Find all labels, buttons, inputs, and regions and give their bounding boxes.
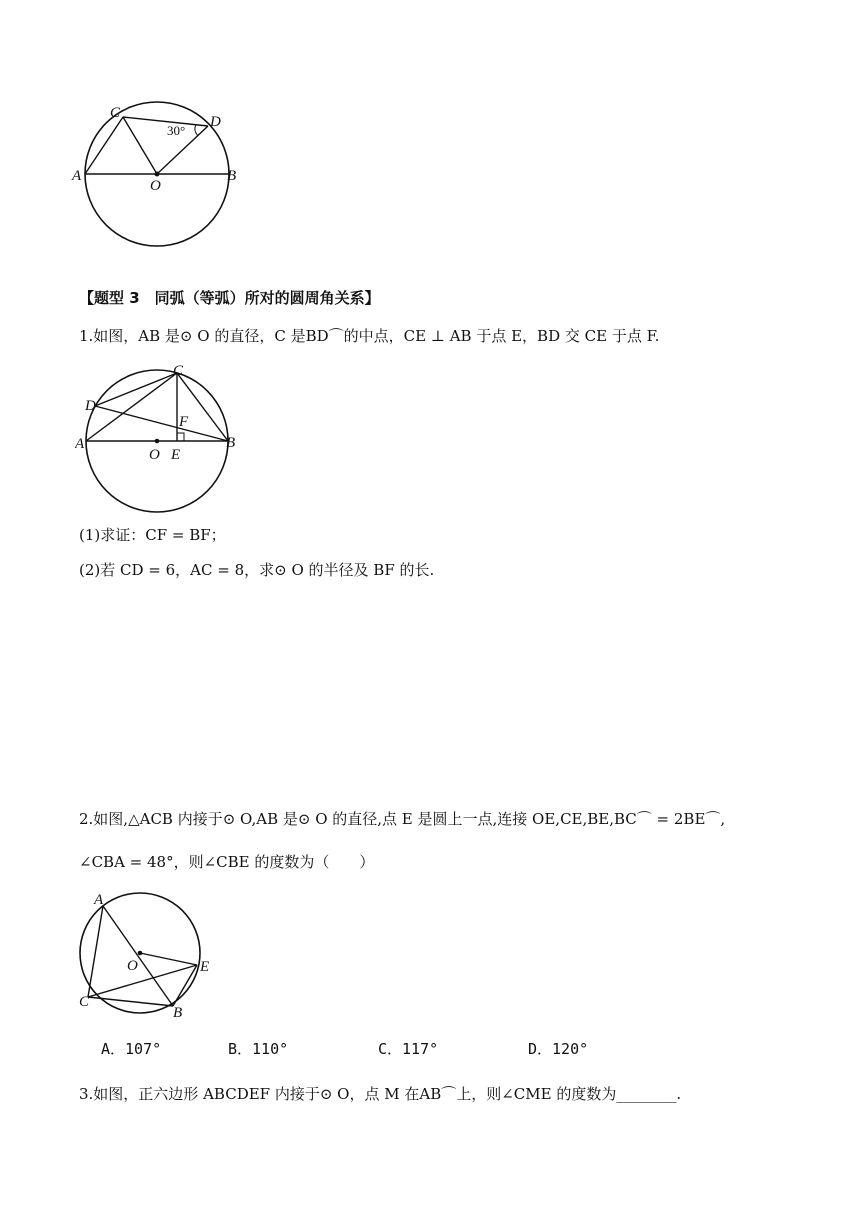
- fig1-label-d: D: [210, 114, 221, 130]
- fig2-label-e: E: [171, 447, 181, 463]
- section-title: 【题型 3 同弧（等弧）所对的圆周角关系】: [79, 289, 380, 307]
- q3-stem: 3.如图，正六边形 ABCDEF 内接于⊙ O，点 M 在AB⌒上，则∠CME 的度数为________.: [79, 1085, 682, 1103]
- fig2-label-a: A: [75, 436, 85, 452]
- fig2-label-c: C: [173, 363, 184, 379]
- fig3-label-a: A: [94, 892, 104, 908]
- fig1-label-a: A: [72, 168, 82, 184]
- fig2-label-d: D: [85, 398, 96, 414]
- figure-2-circle-diagram: [75, 360, 245, 515]
- fig2-label-f: F: [179, 414, 189, 430]
- q2-stem-line1: 2.如图,△ACB 内接于⊙ O,AB 是⊙ O 的直径,点 E 是圆上一点,连接 OE,CE,BE,BC⌒ = 2BE⌒,: [79, 810, 726, 828]
- fig2-label-o: O: [149, 447, 160, 463]
- fig1-label-o: O: [150, 178, 161, 194]
- fig1-label-c: C: [110, 105, 121, 121]
- figure-3-circle-diagram: [70, 888, 230, 1023]
- q2-stem-line2: ∠CBA = 48°，则∠CBE 的度数为（ ）: [79, 853, 375, 871]
- fig3-label-b: B: [173, 1005, 183, 1021]
- fig3-label-c: C: [79, 994, 90, 1010]
- fig1-label-b: B: [227, 168, 237, 184]
- q1-stem: 1.如图，AB 是⊙ O 的直径，C 是BD⌒的中点，CE ⊥ AB 于点 E，BD 交 CE 于点 F.: [79, 327, 660, 345]
- fig3-label-o: O: [127, 958, 138, 974]
- fig3-label-e: E: [200, 959, 210, 975]
- q1-part1: (1)求证：CF = BF；: [79, 526, 226, 544]
- q2-option-d: D．120°: [528, 1040, 589, 1058]
- q1-part2: (2)若 CD = 6，AC = 8，求⊙ O 的半径及 BF 的长.: [79, 561, 435, 579]
- fig1-angle-label: 30°: [167, 123, 186, 138]
- q2-option-a: A．107°: [101, 1040, 162, 1058]
- q2-option-b: B．110°: [228, 1040, 289, 1058]
- q2-option-c: C．117°: [378, 1040, 439, 1058]
- figure-1-circle-diagram: [70, 95, 260, 265]
- fig2-label-b: B: [226, 435, 236, 451]
